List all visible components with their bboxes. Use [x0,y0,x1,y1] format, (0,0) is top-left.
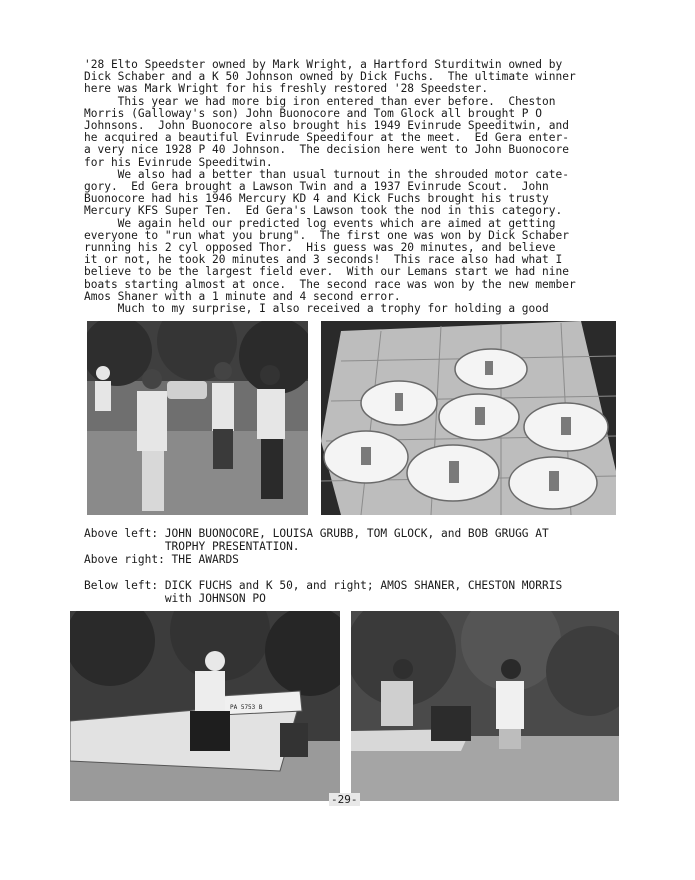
article-line: it or not, he took 20 minutes and 3 seconds! This race also had what I [84,253,563,267]
photo-awards-image [321,321,616,515]
page-number: -29- [331,793,358,806]
article-line: for his Evinrude Speeditwin. [84,155,273,169]
article-line: everyone to "run what you brung". The first one was won by Dick Schaber [84,228,569,242]
boat-registration-number: PA 5753 B [230,704,263,711]
article-line: Morris (Galloway's son) John Buonocore and Tom Glock all brought P O [84,106,543,120]
article-body [84,59,624,315]
article-line: We also had a better than usual turnout in the shrouded motor cate- [84,167,569,181]
caption-above-left: Above left: JOHN BUONOCORE, LOUISA GRUBB, TOM GLOCK, and BOB GRUGG AT TROPHY PRESENTATION. [84,527,549,553]
article-line: '28 Elto Speedster owned by Mark Wright, a Hartford Sturditwin owned by [84,58,563,71]
article-line: Buonocore had his 1946 Mercury KD 4 and Kick Fuchs brought his trusty [84,192,549,206]
photo-amos-shaner-cheston-morris-image [351,611,619,801]
photo-trophy-presentation [87,321,308,515]
article-line: believe to be the largest field ever. With our Lemans start we had nine [84,265,569,279]
article-line: Amos Shaner with a 1 minute and 4 second error. [84,289,401,303]
photo-awards [321,321,616,515]
article-line: Johnsons. John Buonocore also brought his 1949 Evinrude Speeditwin, and [84,119,569,133]
photo-trophy-presentation-image [87,321,308,515]
article-line: Much to my surprise, I also received a trophy for holding a good [84,302,549,316]
article-line: a very nice 1928 P 40 Johnson. The decision here went to John Buonocore [84,143,569,157]
article-line: here was Mark Wright for his freshly restored '28 Speedster. [84,82,489,96]
caption-below-left: Below left: DICK FUCHS and K 50, and right; AMOS SHANER, CHESTON MORRIS with JOHNSON PO [84,579,563,605]
photo-dick-fuchs-boat [70,611,340,801]
article-line: This year we had more big iron entered than ever before. Cheston [84,94,556,108]
photo-dick-fuchs-boat-image [70,611,340,801]
article-line: Dick Schaber and a K 50 Johnson owned by Dick Fuchs. The ultimate winner [84,70,576,84]
article-line: boats starting almost at once. The second race was won by the new member [84,277,576,291]
article-line: running his 2 cyl opposed Thor. His guess was 20 minutes, and believe [84,241,556,255]
caption-above-right: Above right: THE AWARDS [84,553,239,566]
article-line: he acquired a beautiful Evinrude Speedifour at the meet. Ed Gera enter- [84,131,569,145]
article-line: Mercury KFS Super Ten. Ed Gera's Lawson took the nod in this category. [84,204,563,218]
photo-amos-shaner-cheston-morris [351,611,619,801]
article-line: gory. Ed Gera brought a Lawson Twin and a 1937 Evinrude Scout. John [84,180,549,194]
article-line: We again held our predicted log events which are aimed at getting [84,216,556,230]
